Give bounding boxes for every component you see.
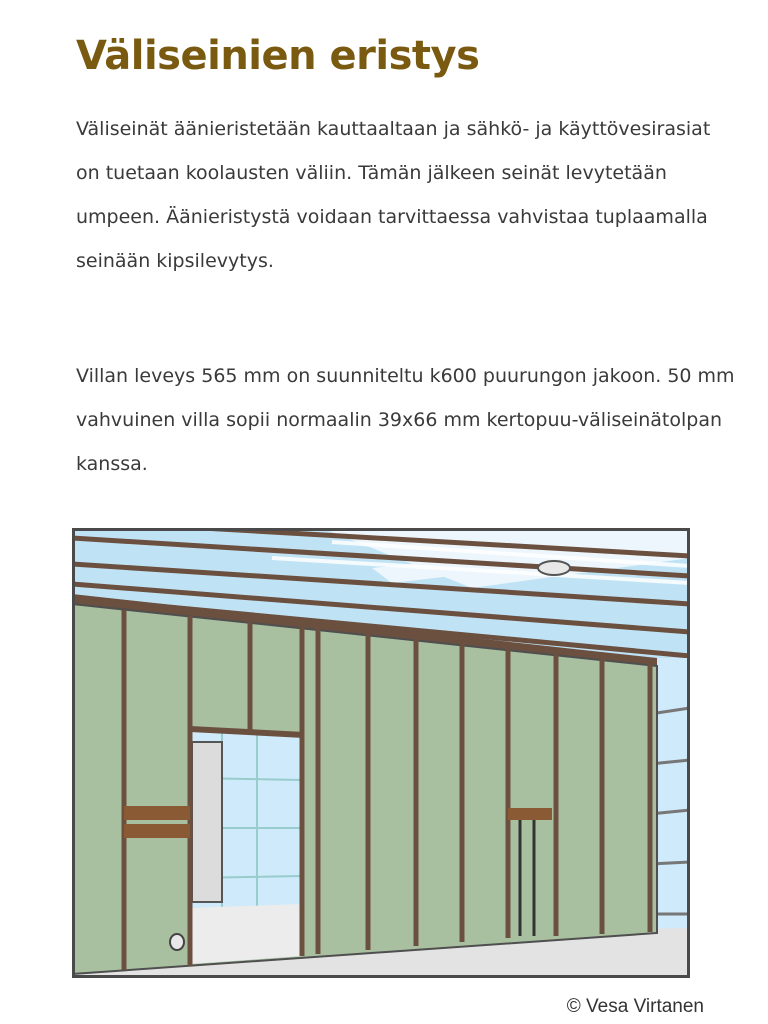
wool-paragraph: Villan leveys 565 mm on suunniteltu k600 puurungon jakoon. 50 mm vahvuinen villa sopii normaalin 39x66 mm kertopuu-väliseinätolpan kanssa. [76,365,735,475]
ceiling-lamp [538,561,570,575]
nogging-right [508,808,552,820]
wall-insulation-illustration [72,528,690,978]
insulation-wall [72,604,657,974]
nogging-left-upper [124,806,190,820]
door-opening [190,726,304,964]
electrical-box [170,934,184,950]
intro-paragraph: Väliseinät äänieristetään kauttaaltaan ja sähkö- ja käyttövesirasiat on tuetaan koolausten väliin. Tämän jälkeen seinät levytetään umpeen. Äänieristystä voidaan tarvittaessa vahvistaa tuplaamalla seinään kipsilevytys. [76,118,711,272]
nogging-left-lower [124,824,190,838]
page-title: Väliseinien eristys [76,33,480,79]
copyright-credit: © Vesa Virtanen [566,996,704,1017]
